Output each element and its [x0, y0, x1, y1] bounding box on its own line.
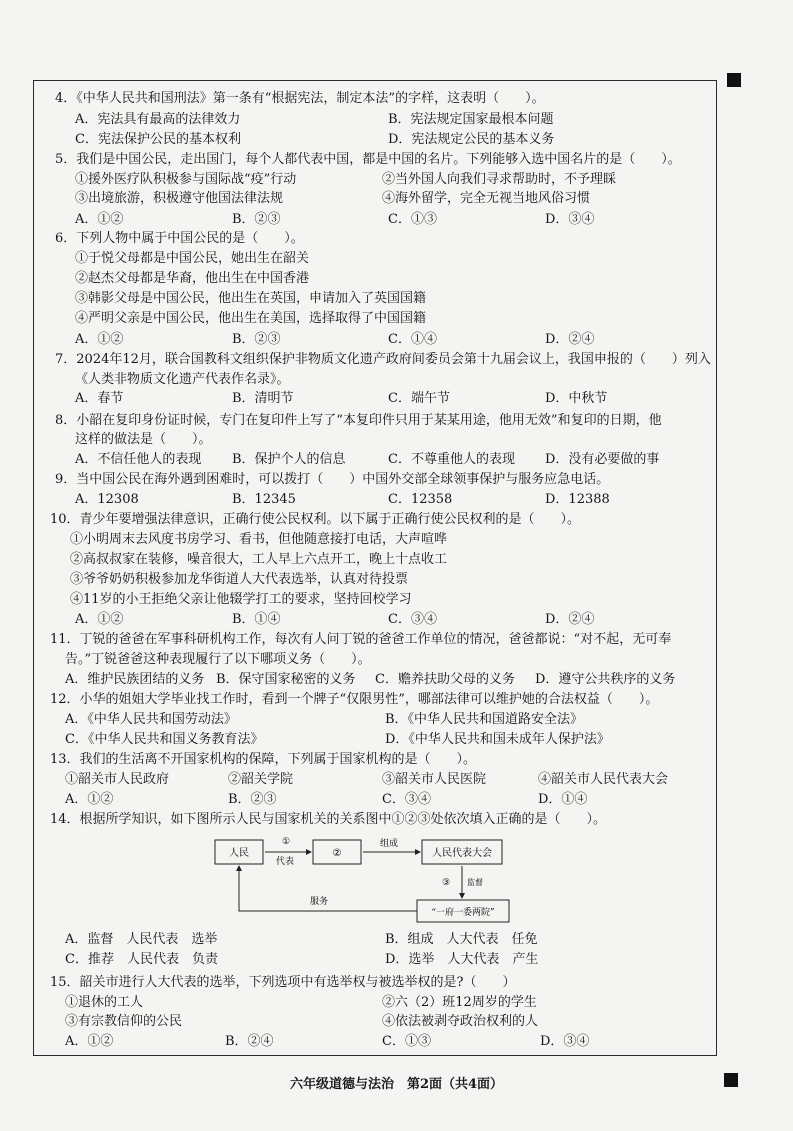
q4-stem: 4．《中华人民共和国刑法》第一条有“根据宪法，制定本法”的字样，这表明（ ）。 — [55, 91, 545, 106]
q9-option-d: D．12388 — [545, 492, 610, 507]
q8-stem-line1: 8．小韶在复印身份证时候，专门在复印件上写了“本复印件只用于某某用途，他用无效”和复印的日期，他 — [55, 413, 662, 428]
q13-item-2: ②韶关学院 — [228, 772, 294, 787]
q11-option-a: A．维护民族团结的义务 — [65, 672, 205, 687]
q15-option-a: A．①② — [65, 1034, 114, 1049]
q13-option-b: B．②③ — [228, 792, 277, 807]
q12-option-a: A．《中华人民共和国劳动法》 — [65, 712, 237, 727]
q6-item-1: ①于悦父母都是中国公民，她出生在韶关 — [75, 251, 310, 266]
q15-option-d: D．③④ — [540, 1034, 590, 1049]
q14-option-c: C．推荐 人民代表 负责 — [65, 952, 218, 967]
corner-mark — [727, 73, 741, 87]
q6-option-b: B．②③ — [232, 332, 281, 347]
q14-option-b: B．组成 人大代表 任免 — [385, 932, 538, 947]
arrow-label-3: ③ — [442, 878, 451, 888]
q15-option-c: C．①③ — [382, 1034, 431, 1049]
q11-option-d: D．遵守公共秩序的义务 — [535, 672, 676, 687]
q15-item-3: ③有宗教信仰的公民 — [65, 1014, 183, 1029]
q12-option-d: D．《中华人民共和国未成年人保护法》 — [385, 732, 610, 747]
q10-option-c: C．③④ — [388, 612, 437, 627]
q4-option-c: C．宪法保护公民的基本权利 — [75, 132, 241, 147]
q7-option-d: D．中秋节 — [545, 391, 608, 406]
q6-option-d: D．②④ — [545, 332, 595, 347]
arrow-label-supervise: 监督 — [467, 878, 483, 887]
q12-option-b: B．《中华人民共和国道路安全法》 — [385, 712, 584, 727]
box-blank-2-label: ② — [332, 848, 342, 859]
q10-item-2: ②高叔叔家在装修，噪音很大，工人早上六点开工，晚上十点收工 — [70, 552, 448, 567]
q7-option-c: C．端午节 — [388, 391, 450, 406]
q4-option-d: D．宪法规定公民的基本义务 — [388, 132, 555, 147]
arrow-label-serve: 服务 — [310, 897, 329, 907]
q10-item-4: ④11岁的小王拒绝父亲让他辍学打工的要求，坚持回校学习 — [70, 592, 412, 607]
q5-option-b: B．②③ — [232, 212, 281, 227]
q10-item-3: ③爷爷奶奶积极参加龙华街道人大代表选举，认真对待投票 — [70, 572, 409, 587]
q15-item-4: ④依法被剥夺政治权利的人 — [382, 1014, 539, 1029]
q10-option-d: D．②④ — [545, 612, 595, 627]
q8-option-d: D．没有必要做的事 — [545, 452, 660, 467]
corner-mark-bottom — [724, 1073, 738, 1087]
q11-stem-line1: 11．丁锐的爸爸在军事科研机构工作，每次有人问丁锐的爸爸工作单位的情况，爸爸都说：“对不起，无可奉 — [50, 632, 672, 647]
q4-option-a: A．宪法具有最高的法律效力 — [75, 112, 241, 127]
q14-option-a: A．监督 人民代表 选举 — [65, 932, 218, 947]
q9-stem: 9．当中国公民在海外遇到困难时，可以拨打（ ）中国外交部全球领事保护与服务应急电话。 — [55, 472, 610, 487]
q12-option-c: C．《中华人民共和国义务教育法》 — [65, 732, 264, 747]
q10-option-b: B．①④ — [232, 612, 281, 627]
q6-item-4: ④严明父亲是中国公民，他出生在美国，选择取得了中国国籍 — [75, 311, 427, 326]
q6-stem: 6．下列人物中属于中国公民的是（ ）。 — [55, 231, 304, 246]
q14-stem: 14．根据所学知识，如下图所示人民与国家机关的关系图中①②③处依次填入正确的是（ ）。 — [50, 812, 607, 827]
q6-option-c: C．①④ — [388, 332, 437, 347]
q9-option-b: B．12345 — [232, 492, 296, 507]
q8-option-b: B．保护个人的信息 — [232, 452, 346, 467]
q8-option-c: C．不尊重他人的表现 — [388, 452, 515, 467]
q5-option-a: A．①② — [75, 212, 124, 227]
q10-item-1: ①小明周末去风度书房学习、看书，但他随意接打电话，大声喧哗 — [70, 532, 448, 547]
q7-stem-line2: 《人类非物质文化遗产代表作名录》。 — [75, 372, 290, 387]
q14-option-d: D．选举 人大代表 产生 — [385, 952, 539, 967]
q13-option-a: A．①② — [65, 792, 114, 807]
q15-item-2: ②六（2）班12周岁的学生 — [382, 995, 537, 1010]
q7-option-a: A．春节 — [75, 391, 124, 406]
arrow-label-compose: 组成 — [380, 839, 399, 849]
box-congress-label: 人民代表大会 — [432, 848, 492, 859]
q6-item-2: ②赵杰父母都是华裔，他出生在中国香港 — [75, 271, 310, 286]
page-footer: 六年级道德与法治 第2面（共4面） — [289, 1077, 504, 1092]
q12-stem: 12．小华的姐姐大学毕业找工作时，看到一个牌子“仅限男性”，哪部法律可以维护她的合法权益（ ）。 — [50, 692, 659, 707]
q5-item-1: ①援外医疗队积极参与国际战“疫”行动 — [75, 172, 297, 187]
q5-item-2: ②当外国人向我们寻求帮助时，不予理睬 — [382, 172, 617, 187]
q5-option-d: D．③④ — [545, 212, 595, 227]
q11-option-c: C．赡养扶助父母的义务 — [375, 672, 515, 687]
q5-item-4: ④海外留学，完全无视当地风俗习惯 — [382, 191, 591, 206]
q15-option-b: B．②④ — [225, 1034, 274, 1049]
q10-option-a: A．①② — [75, 612, 124, 627]
q7-option-b: B．清明节 — [232, 391, 294, 406]
box-government-label: “一府一委两院” — [431, 908, 495, 918]
q13-option-c: C．③④ — [382, 792, 431, 807]
arrow-label-represent: 代表 — [276, 857, 295, 867]
q8-stem-line2: 这样的做法是（ ）。 — [75, 432, 212, 447]
q15-item-1: ①退休的工人 — [65, 995, 144, 1010]
q9-option-c: C．12358 — [388, 492, 453, 507]
relationship-diagram — [210, 832, 530, 927]
q6-item-3: ③韩影父母是中国公民，他出生在英国，申请加入了英国国籍 — [75, 291, 427, 306]
q15-stem: 15．韶关市进行人大代表的选举，下列选项中有选举权与被选举权的是?（ ） — [50, 975, 516, 990]
q5-stem: 5．我们是中国公民，走出国门，每个人都代表中国，都是中国的名片。下列能够入选中国名片的是（ ）。 — [55, 152, 681, 167]
q5-option-c: C．①③ — [388, 212, 437, 227]
q7-stem-line1: 7．2024年12月，联合国教科文组织保护非物质文化遗产政府间委员会第十九届会议上，我国申报的（ ）列入 — [55, 352, 711, 367]
q6-option-a: A．①② — [75, 332, 124, 347]
q13-stem: 13．我们的生活离不开国家机构的保障，下列属于国家机构的是（ ）。 — [50, 752, 477, 767]
q13-item-1: ①韶关市人民政府 — [65, 772, 170, 787]
arrow-label-1: ① — [282, 837, 291, 847]
q11-option-b: B．保守国家秘密的义务 — [216, 672, 356, 687]
q5-item-3: ③出境旅游，积极遵守他国法律法规 — [75, 191, 284, 206]
q10-stem: 10．青少年要增强法律意识，正确行使公民权利。以下属于正确行使公民权利的是（ ）。 — [50, 512, 581, 527]
q8-option-a: A．不信任他人的表现 — [75, 452, 202, 467]
q11-stem-line2: 告。”丁锐爸爸这种表现履行了以下哪项义务（ ）。 — [65, 652, 371, 667]
q13-item-3: ③韶关市人民医院 — [382, 772, 487, 787]
q13-item-4: ④韶关市人民代表大会 — [538, 772, 669, 787]
q4-option-b: B．宪法规定国家最根本问题 — [388, 112, 554, 127]
q13-option-d: D．①④ — [538, 792, 588, 807]
box-people-label: 人民 — [229, 848, 249, 859]
q9-option-a: A．12308 — [75, 492, 139, 507]
